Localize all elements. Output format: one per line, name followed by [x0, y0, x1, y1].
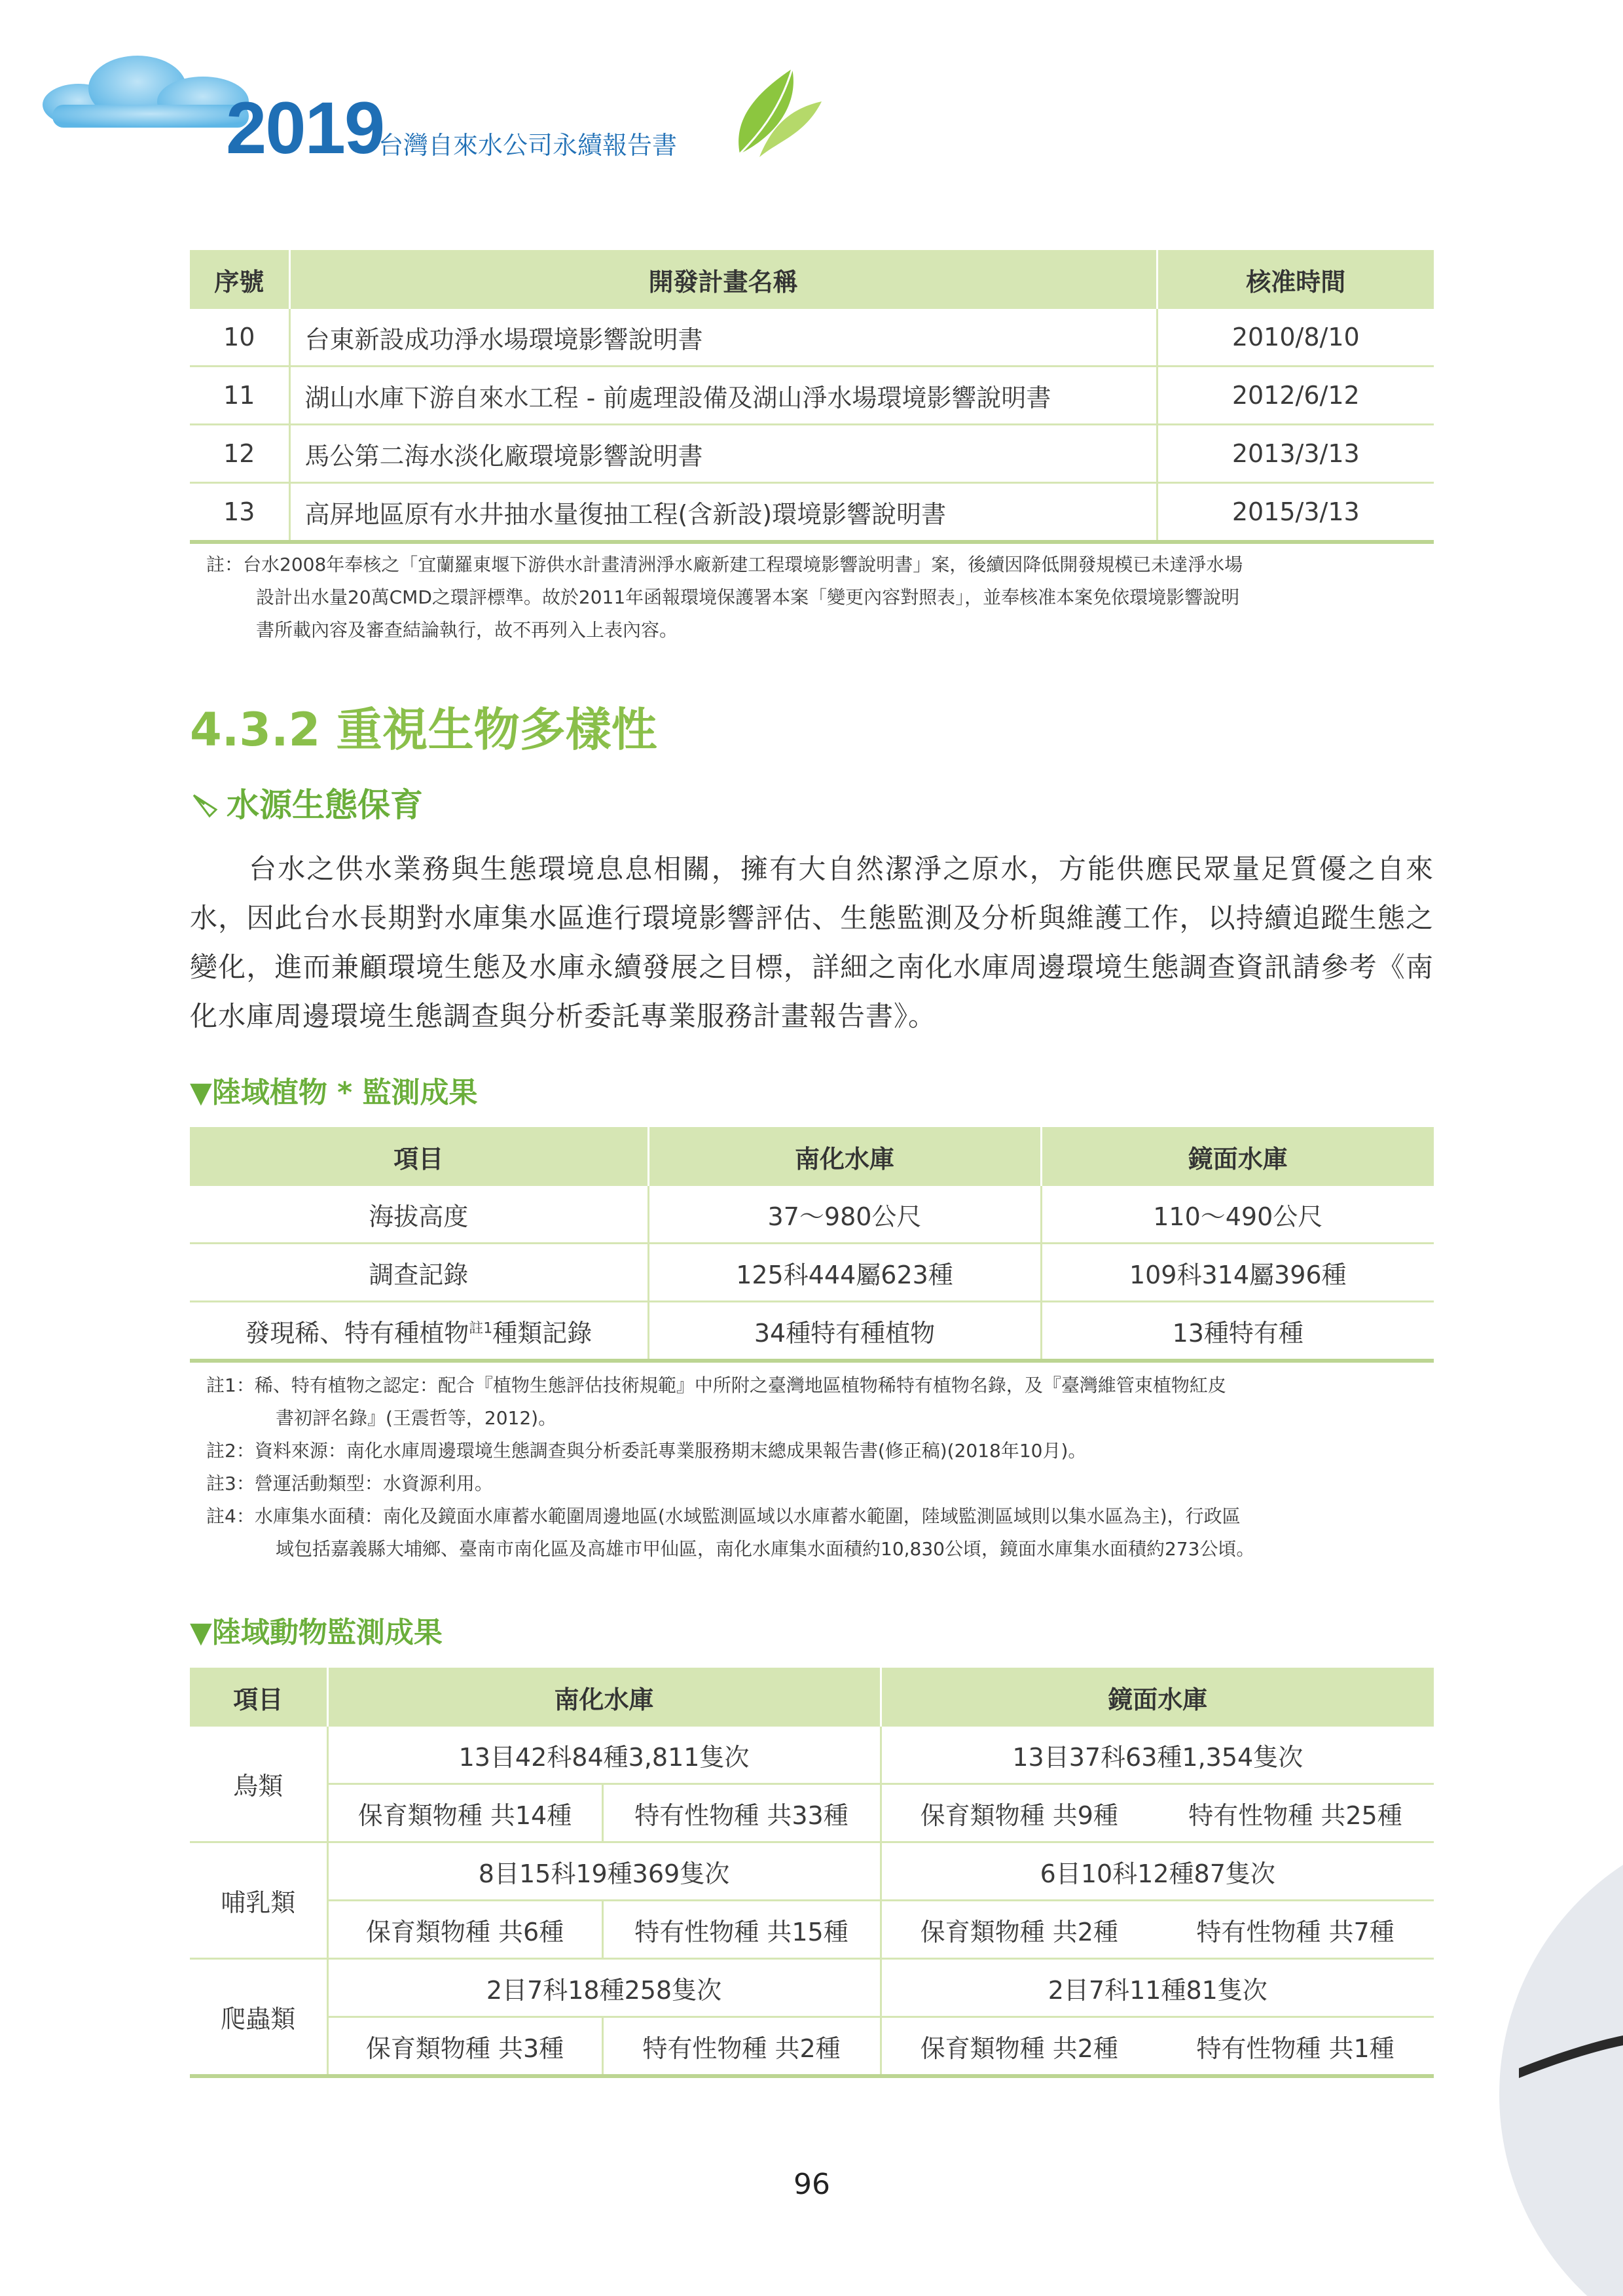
plants-table [190, 1127, 1434, 1363]
cell-group-name: 哺乳類 [190, 1842, 327, 1959]
table-row [190, 483, 1434, 543]
note-line: 書初評名錄』(王震哲等，2012)。 [276, 1407, 557, 1429]
col-header-jingmian: 鏡面水庫 [1041, 1127, 1434, 1186]
cell-nanhua: 34種特有種植物 [648, 1302, 1041, 1361]
animals-title: ▼陸域動物監測成果 [190, 1616, 443, 1649]
col-header-jingmian: 鏡面水庫 [881, 1668, 1434, 1727]
leaf-icon [720, 62, 825, 160]
cell-plan-name: 台東新設成功淨水場環境影響說明書 [289, 309, 1157, 367]
table-row [190, 1727, 1434, 1784]
cell-item: 海拔高度 [190, 1186, 648, 1244]
cell-group-name: 爬蟲類 [190, 1959, 327, 2077]
plants-notes [206, 1369, 1437, 1566]
cell-jingmian-endemic: 特有性物種 共25種 [1157, 1784, 1434, 1842]
note-line: 註2：資料來源：南化水庫周邊環境生態調查與分析委託專業服務期末總成果報告書(修正稿)(2018年10月)。 [206, 1440, 1087, 1462]
table1-note [206, 548, 1437, 647]
note-line: 域包括嘉義縣大埔鄉、臺南市南化區及高雄市甲仙區，南化水庫集水面積約10,830公頃，鏡面水庫集水面積約273公頃。 [276, 1538, 1255, 1560]
cell-jingmian-protected: 保育類物種 共9種 [881, 1784, 1157, 1842]
cell-jingmian-protected: 保育類物種 共2種 [881, 1901, 1157, 1959]
cell-nanhua-protected: 保育類物種 共3種 [327, 2017, 602, 2077]
cell-nanhua: 125科444屬623種 [648, 1244, 1041, 1302]
cell-nanhua-total: 2目7科18種258隻次 [327, 1959, 881, 2017]
cell-item: 調查記錄 [190, 1244, 648, 1302]
animals-table [190, 1668, 1434, 2078]
cell-jingmian: 110～490公尺 [1041, 1186, 1434, 1244]
cell-plan-name: 湖山水庫下游自來水工程 - 前處理設備及湖山淨水場環境影響說明書 [289, 367, 1157, 425]
cell-jingmian-total: 2目7科11種81隻次 [881, 1959, 1434, 2017]
cell-nanhua: 37～980公尺 [648, 1186, 1041, 1244]
report-year: 2019 [226, 87, 384, 169]
pen-icon [190, 790, 220, 820]
col-header-approval-date: 核准時間 [1157, 250, 1434, 309]
table-row [190, 1302, 1434, 1361]
note-line: 註：台水2008年奉核之「宜蘭羅東堰下游供水計畫清洲淨水廠新建工程環境影響說明書」案，後續因降低開發規模已未達淨水場 [206, 554, 1243, 575]
note-line: 註4：水庫集水面積：南化及鏡面水庫蓄水範圍周邊地區(水域監測區域以水庫蓄水範圍，陸域監測區域則以集水區為主)，行政區 [206, 1505, 1241, 1527]
intro-paragraph: 台水之供水業務與生態環境息息相關，擁有大自然潔淨之原水，方能供應民眾量足質優之自來水，因此台水長期對水庫集水區進行環境影響評估、生態監測及分析與維護工作，以持續追蹤生態之變化，進而兼顧環境生態及水庫永續發展之目標，詳細之南化水庫周邊環境生態調查資訊請參考《南化水庫周邊環境生態調查與分析委託專業服務計畫報告書》。 [190, 853, 1434, 1032]
cell-approval-date: 2012/6/12 [1157, 367, 1434, 425]
cell-jingmian: 13種特有種 [1041, 1302, 1434, 1361]
cell-jingmian: 109科314屬396種 [1041, 1244, 1434, 1302]
table-row [190, 425, 1434, 483]
cell-nanhua-endemic: 特有性物種 共2種 [602, 2017, 881, 2077]
col-header-index: 序號 [190, 250, 289, 309]
table-row [190, 1784, 1434, 1842]
report-title: 台灣自來水公司永續報告書 [378, 131, 678, 160]
cell-group-name: 鳥類 [190, 1727, 327, 1842]
subsection-title [190, 786, 423, 824]
cell-nanhua-total: 8目15科19種369隻次 [327, 1842, 881, 1901]
plants-title: ▼陸域植物 * 監測成果 [190, 1076, 478, 1109]
cell-index: 13 [190, 483, 289, 543]
col-header-nanhua: 南化水庫 [327, 1668, 881, 1727]
col-header-item: 項目 [190, 1668, 327, 1727]
cell-index: 10 [190, 309, 289, 367]
subsection-title-text: 水源生態保育 [227, 786, 423, 824]
note-line: 註1：稀、特有植物之認定：配合『植物生態評估技術規範』中所附之臺灣地區植物稀特有植物名錄，及『臺灣維管束植物紅皮 [206, 1374, 1226, 1396]
cell-index: 12 [190, 425, 289, 483]
table-row [190, 1186, 1434, 1244]
cell-nanhua-protected: 保育類物種 共6種 [327, 1901, 602, 1959]
cell-jingmian-endemic: 特有性物種 共1種 [1157, 2017, 1434, 2077]
cell-jingmian-total: 6目10科12種87隻次 [881, 1842, 1434, 1901]
note-line: 註3：營運活動類型：水資源利用。 [206, 1473, 493, 1494]
cell-nanhua-total: 13目42科84種3,811隻次 [327, 1727, 881, 1784]
table-row [190, 1959, 1434, 2017]
cell-approval-date: 2015/3/13 [1157, 483, 1434, 543]
decorative-circle [1499, 1846, 1623, 2296]
page-number: 96 [793, 2168, 830, 2201]
cell-jingmian-endemic: 特有性物種 共7種 [1157, 1901, 1434, 1959]
cell-nanhua-endemic: 特有性物種 共33種 [602, 1784, 881, 1842]
cell-jingmian-protected: 保育類物種 共2種 [881, 2017, 1157, 2077]
section-title: 4.3.2 重視生物多樣性 [190, 703, 657, 757]
cell-index: 11 [190, 367, 289, 425]
cell-jingmian-total: 13目37科63種1,354隻次 [881, 1727, 1434, 1784]
environmental-assessment-table [190, 250, 1434, 544]
cell-nanhua-protected: 保育類物種 共14種 [327, 1784, 602, 1842]
table-row [190, 309, 1434, 367]
table-row [190, 1901, 1434, 1959]
note-line: 設計出水量20萬CMD之環評標準。故於2011年函報環境保護署本案「變更內容對照表」，並奉核准本案免依環境影響說明 [256, 586, 1240, 608]
cell-approval-date: 2013/3/13 [1157, 425, 1434, 483]
cloud-logo [39, 52, 255, 131]
table-row [190, 367, 1434, 425]
cell-item: 發現稀、特有種植物$^{註1}$種類記錄 [190, 1302, 648, 1361]
cell-plan-name: 馬公第二海水淡化廠環境影響說明書 [289, 425, 1157, 483]
cell-nanhua-endemic: 特有性物種 共15種 [602, 1901, 881, 1959]
table-row [190, 1842, 1434, 1901]
col-header-nanhua: 南化水庫 [648, 1127, 1041, 1186]
note-line: 書所載內容及審查結論執行，故不再列入上表內容。 [256, 619, 678, 641]
table-row [190, 2017, 1434, 2077]
col-header-item: 項目 [190, 1127, 648, 1186]
cell-plan-name: 高屏地區原有水井抽水量復抽工程(含新設)環境影響說明書 [289, 483, 1157, 543]
col-header-plan-name: 開發計畫名稱 [289, 250, 1157, 309]
footnote-marker: 註1 [469, 1319, 493, 1336]
cell-approval-date: 2010/8/10 [1157, 309, 1434, 367]
table-row [190, 1244, 1434, 1302]
